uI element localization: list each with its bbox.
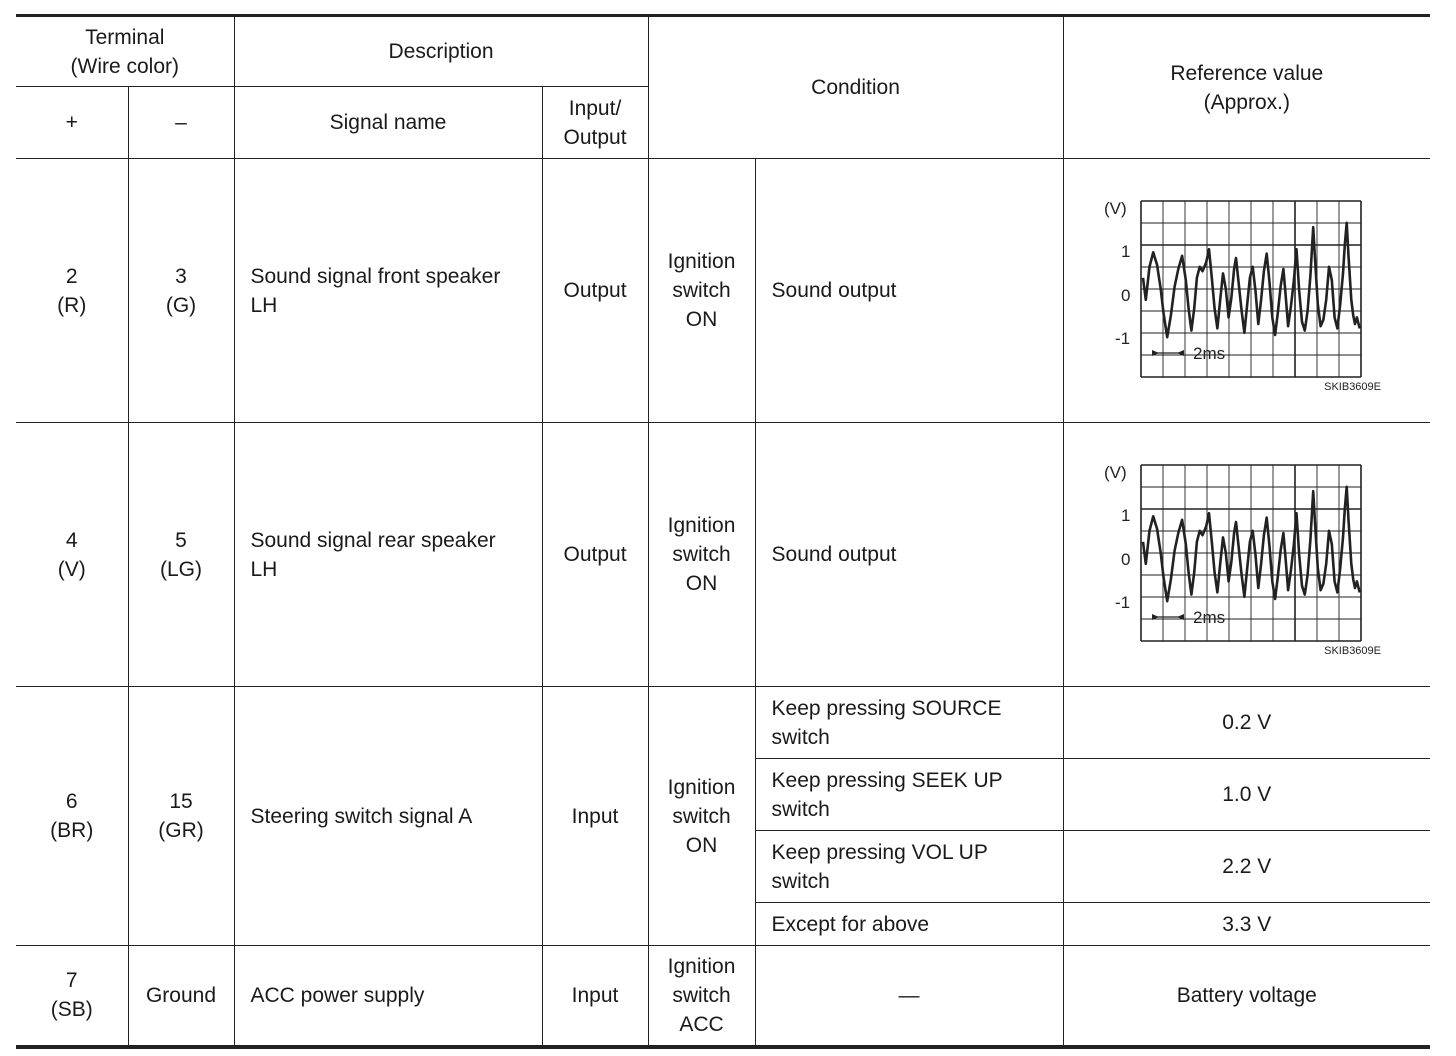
reference-value: 2.2 V — [1063, 831, 1430, 903]
terminal-spec-table — [16, 14, 1430, 1049]
condition-detail: Sound output — [755, 423, 1063, 687]
reference-value: Battery voltage — [1063, 946, 1430, 1047]
waveform-time-label: 2ms — [1192, 607, 1225, 627]
reference-value: 0.2 V — [1063, 687, 1430, 759]
condition-detail: Keep pressing SOURCE switch — [755, 687, 1063, 759]
header-plus: + — [16, 87, 128, 159]
header-condition: Condition — [648, 16, 1063, 159]
oscilloscope-waveform — [1097, 181, 1397, 401]
header-reference-value: Reference value (Approx.) — [1063, 16, 1430, 159]
header-minus: – — [128, 87, 234, 159]
header-signal-name: Signal name — [234, 87, 542, 159]
waveform-cell — [1063, 159, 1430, 423]
signal-name: Steering switch signal A — [234, 687, 542, 946]
input-output: Input — [542, 687, 648, 946]
terminal-plus: 6 (BR) — [16, 687, 128, 946]
waveform-unit: (V) — [1103, 462, 1127, 482]
signal-name: ACC power supply — [234, 946, 542, 1047]
terminal-plus: 2 (R) — [16, 159, 128, 423]
condition-ignition: Ignition switch ON — [648, 159, 755, 423]
terminal-minus: 3 (G) — [128, 159, 234, 423]
header-terminal: Terminal (Wire color) — [16, 16, 234, 87]
waveform-time-label: 2ms — [1192, 343, 1225, 363]
condition-detail: — — [755, 946, 1063, 1047]
condition-ignition: Ignition switch ACC — [648, 946, 755, 1047]
oscilloscope-waveform — [1097, 445, 1397, 665]
waveform-tick: 0 — [1120, 285, 1131, 305]
waveform-tick: 0 — [1120, 549, 1131, 569]
terminal-plus: 7 (SB) — [16, 946, 128, 1047]
terminal-plus: 4 (V) — [16, 423, 128, 687]
table-row — [16, 687, 1430, 759]
terminal-minus: 5 (LG) — [128, 423, 234, 687]
header-input-output: Input/ Output — [542, 87, 648, 159]
waveform-tick: -1 — [1114, 592, 1130, 612]
input-output: Input — [542, 946, 648, 1047]
condition-detail: Keep pressing SEEK UP switch — [755, 759, 1063, 831]
signal-name: Sound signal rear speaker LH — [234, 423, 542, 687]
condition-detail: Sound output — [755, 159, 1063, 423]
condition-detail: Except for above — [755, 903, 1063, 946]
condition-detail: Keep pressing VOL UP switch — [755, 831, 1063, 903]
reference-value: 3.3 V — [1063, 903, 1430, 946]
terminal-minus: Ground — [128, 946, 234, 1047]
condition-ignition: Ignition switch ON — [648, 687, 755, 946]
table-row — [16, 159, 1430, 423]
figure-id: SKIB3609E — [1323, 380, 1381, 393]
waveform-cell — [1063, 423, 1430, 687]
signal-name: Sound signal front speaker LH — [234, 159, 542, 423]
waveform-tick: 1 — [1120, 505, 1131, 525]
header-description: Description — [234, 16, 648, 87]
table-row — [16, 946, 1430, 1047]
input-output: Output — [542, 159, 648, 423]
figure-id: SKIB3609E — [1323, 644, 1381, 657]
input-output: Output — [542, 423, 648, 687]
terminal-minus: 15 (GR) — [128, 687, 234, 946]
reference-value: 1.0 V — [1063, 759, 1430, 831]
table-row — [16, 423, 1430, 687]
condition-ignition: Ignition switch ON — [648, 423, 755, 687]
waveform-tick: -1 — [1114, 328, 1130, 348]
waveform-tick: 1 — [1120, 241, 1131, 261]
waveform-unit: (V) — [1103, 198, 1127, 218]
